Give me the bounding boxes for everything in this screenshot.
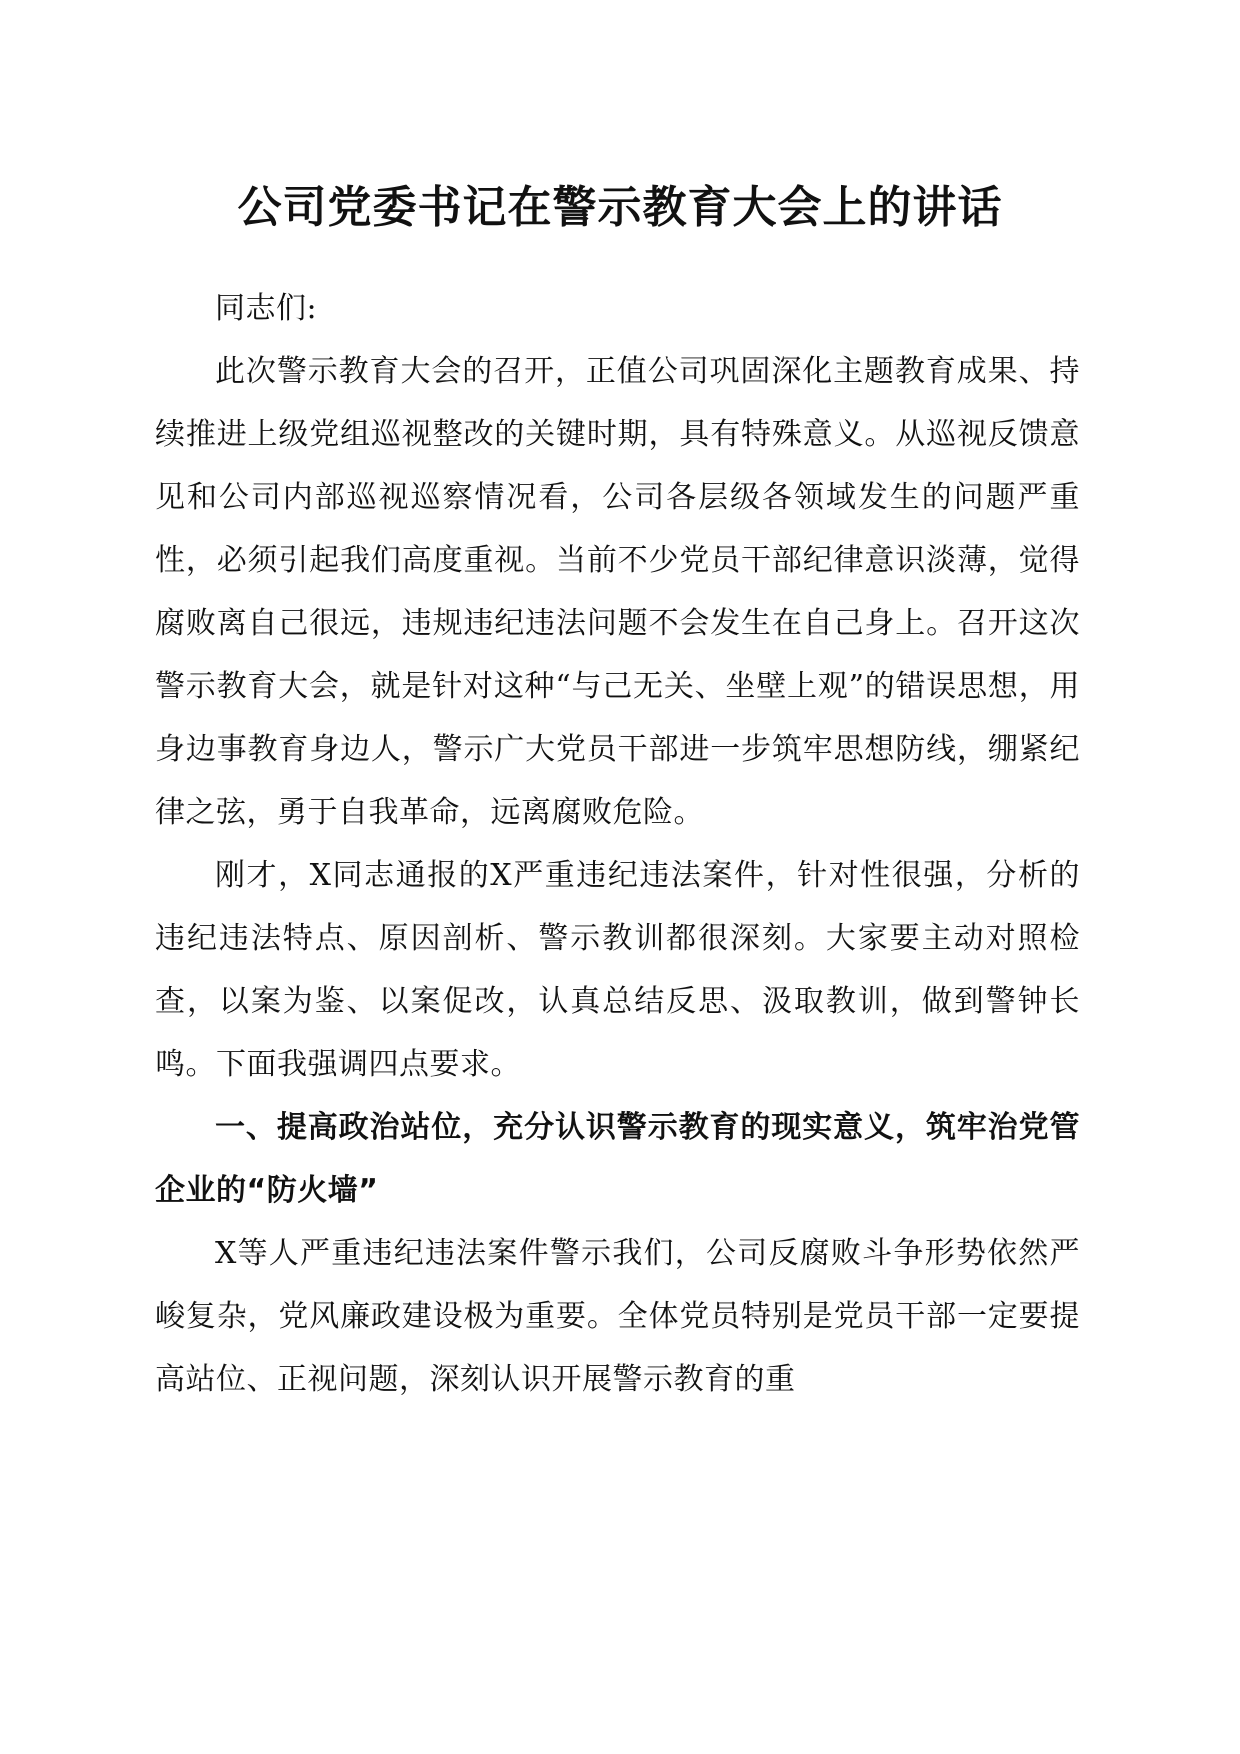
salutation: 同志们: [215, 291, 318, 326]
document-title: 公司党委书记在警示教育大会上的讲话 [237, 182, 1003, 233]
document-body [155, 277, 1080, 1411]
paragraph-intro: 此次警示教育大会的召开，正值公司巩固深化主题教育成果、持续推进上级党组巡视整改的关键时期，具有特殊意义。从巡视反馈意见和公司内部巡视巡察情况看，公司各层级各领域发生的问题严重性，必须引起我们高度重视。当前不少党员干部纪律意识淡薄，觉得腐败离自己很远，违规违纪违法问题不会发生在自己身上。召开这次警示教育大会，就是针对这种“与己无关、坐壁上观”的错误思想，用身边事教育身边人，警示广大党员干部进一步筑牢思想防线，绷紧纪律之弦，勇于自我革命，远离腐败危险。 [155, 354, 1080, 830]
section-1-paragraph: X等人严重违纪违法案件警示我们，公司反腐败斗争形势依然严峻复杂，党风廉政建设极为重要。全体党员特别是党员干部一定要提高站位、正视问题，深刻认识开展警示教育的重 [155, 1236, 1080, 1397]
paragraph-case-report: 刚才，X同志通报的X严重违纪违法案件，针对性很强，分析的违纪违法特点、原因剖析、警示教训都很深刻。大家要主动对照检查，以案为鉴、以案促改，认真总结反思、汲取教训，做到警钟长鸣。下面我强调四点要求。 [155, 858, 1080, 1082]
section-heading-1: 一、提高政治站位，充分认识警示教育的现实意义，筑牢治党管企业的“防火墙” [155, 1110, 1080, 1208]
